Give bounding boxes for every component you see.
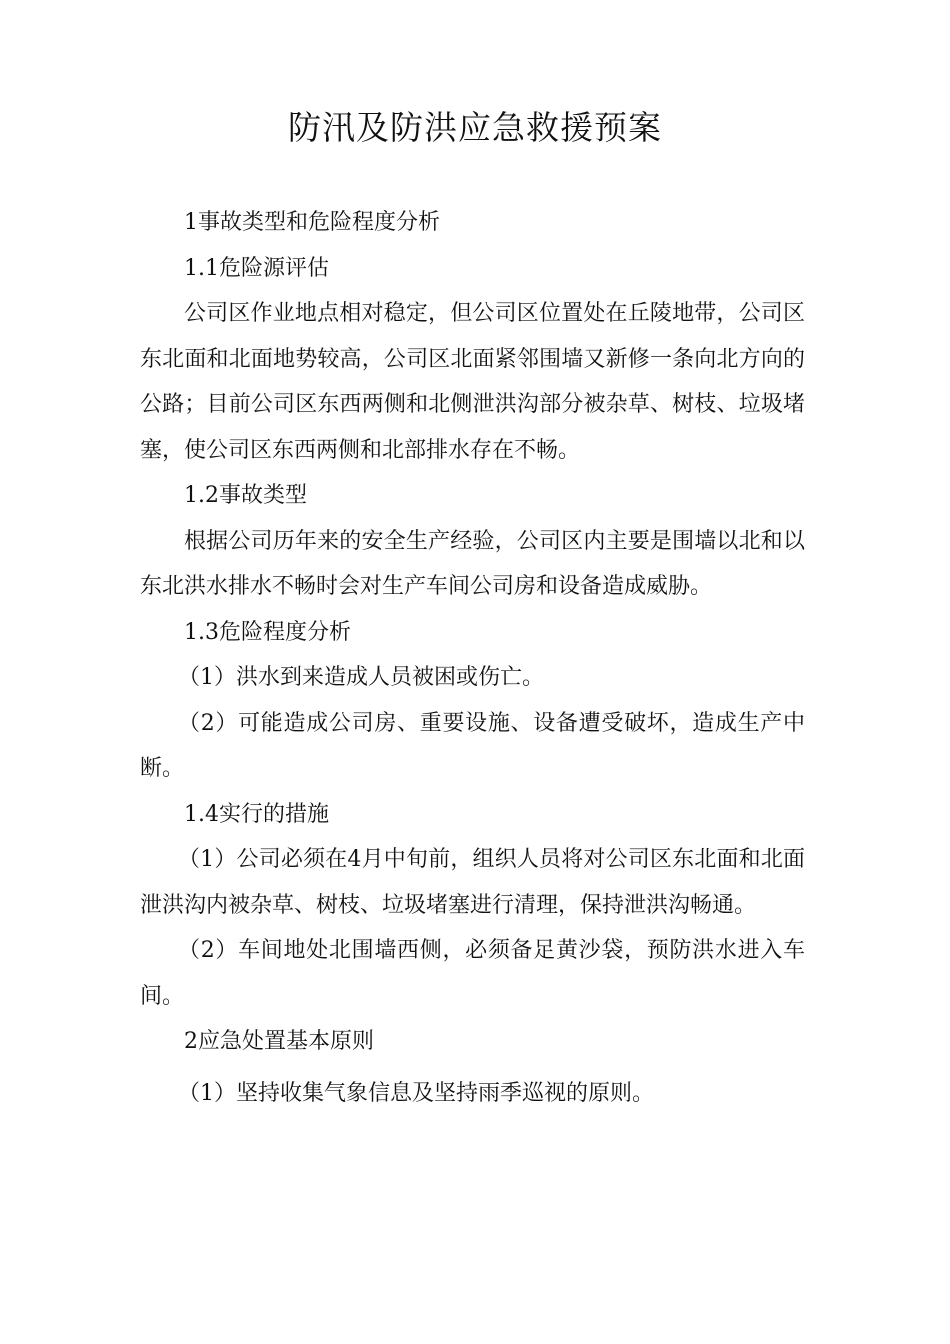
subsection-heading-1-3: 1.3危险程度分析: [184, 619, 351, 645]
document-body: [140, 200, 805, 1116]
document-title: 防汛及防洪应急救援预案: [288, 108, 662, 147]
subsection-heading-1-1: 1.1危险源评估: [184, 255, 329, 281]
subsection-heading-1-2: 1.2事故类型: [184, 483, 307, 508]
section-heading-2: 2应急处置基本原则: [184, 1029, 374, 1054]
list-item-risk-2: （2）可能造成公司房、重要设施、设备遭受破坏，造成生产中断。: [140, 710, 805, 781]
section-heading-1: 1事故类型和危险程度分析: [184, 210, 440, 235]
list-item-measure-1: （1）公司必须在4月中旬前，组织人员将对公司区东北面和北面泄洪沟内被杂草、树枝、垃圾堵塞进行清理，保持泄洪沟畅通。: [140, 847, 805, 918]
list-item-risk-1: （1）洪水到来造成人员被困或伤亡。: [178, 665, 544, 690]
paragraph-accident-types: 根据公司历年来的安全生产经验，公司区内主要是围墙以北和以东北洪水排水不畅时会对生产车间公司房和设备造成威胁。: [140, 528, 805, 599]
subsection-heading-1-4: 1.4实行的措施: [184, 801, 329, 827]
list-item-principle-1: （1）坚持收集气象信息及坚持雨季巡视的原则。: [178, 1080, 654, 1106]
paragraph-hazard-assessment: 公司区作业地点相对稳定，但公司区位置处在丘陵地带，公司区东北面和北面地势较高，公司区北面紧邻围墙又新修一条向北方向的公路；目前公司区东西两侧和北侧泄洪沟部分被杂草、树枝、垃圾堵塞，使公司区东西两侧和北部排水存在不畅。: [140, 301, 805, 463]
list-item-measure-2: （2）车间地处北围墙西侧，必须备足黄沙袋，预防洪水进入车间。: [140, 938, 805, 1009]
